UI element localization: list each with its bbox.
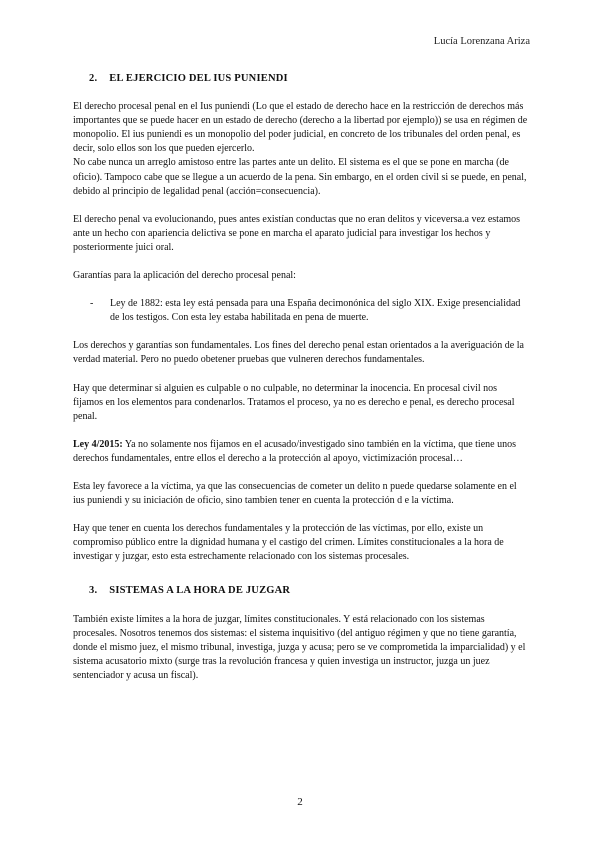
- page-header-author: Lucía Lorenzana Ariza: [433, 36, 530, 47]
- section-heading-sistemas: [89, 584, 528, 598]
- paragraph: El derecho penal va evolucionando, pues antes existían conductas que no eran delitos y viceversa.a vez estamos ante un hecho con apariencia delictiva se pone en marcha el aparato judicial para investigar los hechos y posteriormente juici oral.: [73, 213, 521, 253]
- section-number: 3.: [89, 585, 98, 597]
- paragraph: Hay que determinar si alguien es culpable o no culpable, no determinar la inocencia. En procesal civil nos fijamos en los elementos para condenarlos. Tratamos el proceso, ya no es derecho e penal, es derecho procesal penal.: [73, 382, 515, 422]
- page-number: 2: [297, 796, 303, 808]
- section-number: 2.: [89, 73, 98, 84]
- paragraph: No cabe nunca un arreglo amistoso entre las partes ante un delito. El sistema es el que se pone en marcha (de oficio). Tampoco cabe que se llegue a un acuerdo de la pena. Sin embargo, en el orden civil si se puede, en penal, debido al principio de legalidad penal (acción=consecuencia).: [73, 157, 527, 197]
- page-content: [73, 72, 528, 697]
- list-bullet-dash: -: [90, 298, 94, 310]
- section-title: EL EJERCICIO DEL IUS PUNIENDI: [109, 73, 288, 84]
- paragraph: También existe límites a la hora de juzgar, límites constitucionales. Y está relacionado con los sistemas procesales. Nosotros tenemos dos sistemas: el sistema inquisitivo (del antiguo régimen y que no tiene garantía, donde el mismo juez, el mismo tribunal, investiga, juzga y acusa; pero se ve comprometida la imparcialidad) y el sistema acusatorio mixto (surge tras la revolución francesa y quien investiga un instructor, juzga un juez sentenciador y acusa un fiscal).: [73, 613, 526, 681]
- paragraph: Los derechos y garantías son fundamentales. Los fines del derecho penal estan orientados a la averiguación de la verdad material. Pero no puedo obetener pruebas que vulneren derechos fundamentales.: [73, 340, 524, 366]
- section-title: SISTEMAS A LA HORA DE JUZGAR: [109, 585, 291, 597]
- paragraph: Esta ley favorece a la víctima, ya que las consecuencias de cometer un delito n puede quedarse solamente en el ius puniendi y su iniciación de oficio, sino tambien tener en cuenta la protección d e la víctima.: [73, 480, 517, 507]
- paragraph: El derecho procesal penal en el Ius puniendi (Lo que el estado de derecho hace en la restricción de derechos más importantes que se puede hacer en un estado de derecho (derecho a la libertad por ejemplo)) se usa en régimen de monopolio. El ius puniendi es un monopolio del poder judicial, en concreto de los tribunales del orden penal, es decir, solo ellos son los que pueden ejercerlo.: [73, 101, 528, 155]
- bold-lead-text: Ley 4/2015:: [73, 438, 123, 450]
- section-heading-ius-puniendi: [89, 72, 528, 86]
- paragraph: Hay que tener en cuenta los derechos fundamentales y la protección de las víctimas, por ello, existe un compromiso público entre la dignidad humana y el castigo del crimen. Límites constitucionales a la hora de investigar y juzgar, esto esta estrechamente relacionado con los sistemas procesales.: [73, 523, 504, 563]
- list-item-text: Ley de 1882: esta ley está pensada para una España decimonónica del siglo XIX. Exige presencialidad de los testigos. Con esta ley estaba habilitada en pena de muerte.: [110, 298, 521, 324]
- paragraph: Garantías para la aplicación del derecho procesal penal:: [73, 270, 296, 282]
- paragraph-body: Ya no solamente nos fijamos en el acusado/investigado sino también en la víctima, que tiene unos derechos fundamentales, entre ellos el derecho a la protección al apoyo, victimización procesal…: [73, 438, 516, 464]
- paragraph-ley-4-2015: [73, 438, 528, 466]
- list-item: [73, 297, 528, 325]
